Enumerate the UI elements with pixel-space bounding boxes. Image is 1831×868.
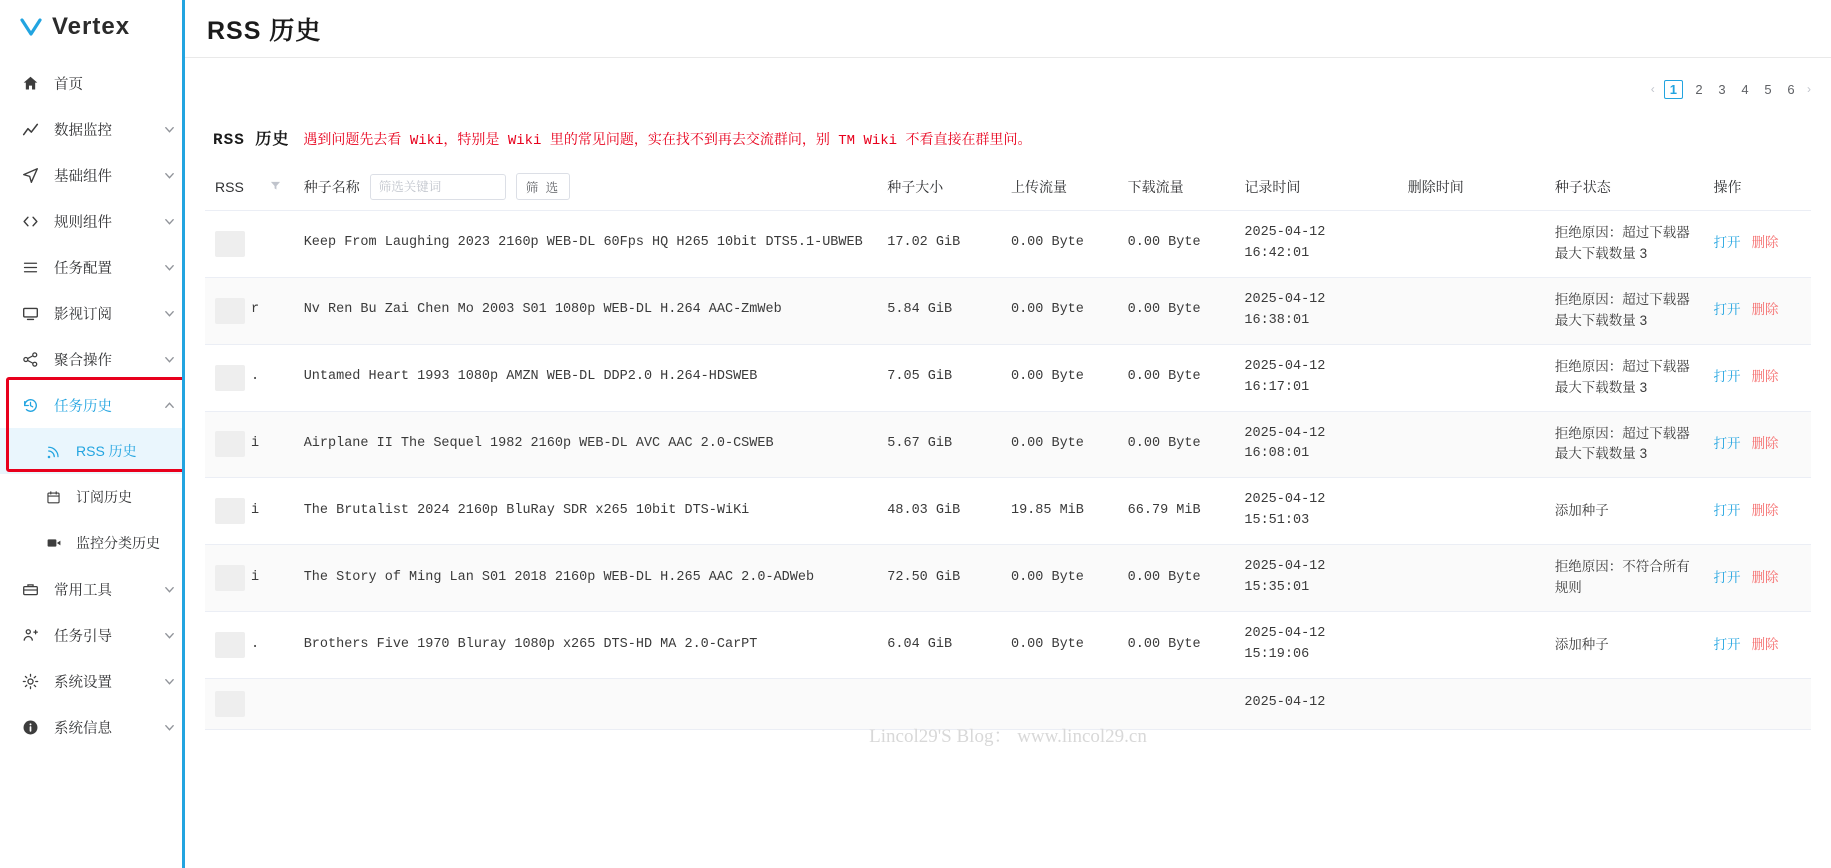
column-header-upload: 上传流量 [1001, 163, 1118, 211]
pagination-page-5[interactable]: 5 [1764, 81, 1772, 97]
sidebar-subitem-subscribe-history[interactable] [0, 474, 182, 520]
sidebar-item-label: 数据监控 [54, 122, 112, 139]
cell-operations [1704, 411, 1811, 478]
cell-record-time: 2025-04-12 15:51:03 [1234, 478, 1397, 545]
sidebar-subitem-monitor-category-history[interactable] [0, 520, 182, 566]
cell-download: 0.00 Byte [1118, 411, 1235, 478]
sidebar-subitem-label: RSS 历史 [76, 443, 137, 459]
pagination-prev[interactable]: ‹ [1650, 82, 1655, 96]
cell-download [1118, 678, 1235, 729]
sidebar-item-label: 影视订阅 [54, 306, 112, 323]
chevron-down-icon[interactable] [156, 354, 182, 365]
cell-operations [1704, 545, 1811, 612]
cell-rss [205, 612, 294, 679]
content-area [185, 58, 1831, 747]
chevron-down-icon[interactable] [156, 216, 182, 227]
delete-button[interactable]: 删除 [1751, 235, 1779, 251]
column-header-size: 种子大小 [877, 163, 1001, 211]
cell-size: 72.50 GiB [877, 545, 1001, 612]
cell-upload: 19.85 MiB [1001, 478, 1118, 545]
pagination[interactable] [1651, 80, 1811, 99]
cell-upload: 0.00 Byte [1001, 344, 1118, 411]
cell-state [1545, 678, 1704, 729]
cell-delete-time [1398, 344, 1545, 411]
home-icon [22, 75, 44, 92]
sidebar-item-basic-components[interactable] [0, 152, 182, 198]
cell-operations [1704, 211, 1811, 278]
cell-upload [1001, 678, 1118, 729]
cell-torrent-name: Brothers Five 1970 Bluray 1080p x265 DTS-HD MA 2.0-CarPT [294, 612, 878, 679]
sidebar-item-data-monitor[interactable] [0, 106, 182, 152]
chevron-down-icon[interactable] [156, 124, 182, 135]
table-row[interactable] [205, 678, 1811, 729]
sidebar-item-aggregate-ops[interactable] [0, 336, 182, 382]
open-button[interactable]: 打开 [1713, 636, 1741, 652]
rss-thumbnail [215, 231, 245, 257]
pagination-page-3[interactable]: 3 [1718, 81, 1726, 97]
cell-state: 拒绝原因：不符合所有规则 [1545, 545, 1704, 612]
table-row[interactable] [205, 411, 1811, 478]
cell-torrent-name: The Brutalist 2024 2160p BluRay SDR x265 10bit DTS-WiKi [294, 478, 878, 545]
sidebar-subitem-rss-history[interactable] [0, 428, 182, 474]
sidebar-item-system-info[interactable] [0, 704, 182, 750]
sidebar-item-label: 规则组件 [54, 214, 112, 231]
chevron-down-icon[interactable] [156, 262, 182, 273]
cell-rss-label: r [251, 302, 260, 318]
cell-download: 0.00 Byte [1118, 545, 1235, 612]
cell-state: 拒绝原因：超过下载器最大下载数量 3 [1545, 411, 1704, 478]
cell-download: 0.00 Byte [1118, 211, 1235, 278]
sidebar-subitem-label: 订阅历史 [76, 489, 132, 505]
calendar-icon [46, 490, 68, 505]
table-head [205, 163, 1811, 211]
sidebar-item-media-subscribe[interactable] [0, 290, 182, 336]
delete-button[interactable]: 删除 [1751, 502, 1779, 518]
cell-upload: 0.00 Byte [1001, 612, 1118, 679]
rss-thumbnail [215, 632, 245, 658]
list-icon [22, 259, 44, 276]
table-body [205, 211, 1811, 730]
cell-record-time: 2025-04-12 16:17:01 [1234, 344, 1397, 411]
cell-delete-time [1398, 545, 1545, 612]
cell-download: 0.00 Byte [1118, 344, 1235, 411]
page-header [185, 0, 1831, 58]
cell-upload: 0.00 Byte [1001, 211, 1118, 278]
chevron-down-icon[interactable] [156, 676, 182, 687]
cell-rss [205, 277, 294, 344]
cell-rss [205, 411, 294, 478]
cell-size: 5.84 GiB [877, 277, 1001, 344]
cell-rss [205, 211, 294, 278]
search-input[interactable] [370, 174, 506, 200]
cell-record-time: 2025-04-12 16:08:01 [1234, 411, 1397, 478]
cell-torrent-name: Nv Ren Bu Zai Chen Mo 2003 S01 1080p WEB-DL H.264 AAC-ZmWeb [294, 277, 878, 344]
cell-torrent-name [294, 678, 878, 729]
sidebar-item-common-tools[interactable] [0, 566, 182, 612]
sidebar-item-label: 基础组件 [54, 168, 112, 185]
pagination-row [205, 58, 1811, 120]
open-button[interactable]: 打开 [1713, 569, 1741, 585]
cell-record-time: 2025-04-12 15:35:01 [1234, 545, 1397, 612]
column-header-download: 下载流量 [1118, 163, 1235, 211]
cell-rss [205, 545, 294, 612]
column-header-state: 种子状态 [1545, 163, 1704, 211]
column-header-torrent-name [294, 163, 878, 211]
chevron-down-icon[interactable] [156, 170, 182, 181]
delete-button[interactable]: 删除 [1751, 302, 1779, 318]
cell-delete-time [1398, 277, 1545, 344]
pagination-next[interactable]: › [1807, 82, 1811, 96]
rss-thumbnail [215, 691, 245, 717]
sidebar-subitem-label: 监控分类历史 [76, 535, 160, 551]
cell-size: 48.03 GiB [877, 478, 1001, 545]
cell-download: 66.79 MiB [1118, 478, 1235, 545]
delete-button[interactable]: 删除 [1751, 369, 1779, 385]
sidebar-menu [0, 54, 182, 750]
column-label-rss: RSS [215, 178, 244, 195]
cell-size [877, 678, 1001, 729]
delete-button[interactable]: 删除 [1751, 569, 1779, 585]
share-icon [22, 351, 44, 368]
column-header-operations: 操作 [1704, 163, 1811, 211]
cell-state: 拒绝原因：超过下载器最大下载数量 3 [1545, 211, 1704, 278]
rss-icon [46, 444, 68, 459]
vertex-check-logo-icon [18, 14, 44, 40]
cell-record-time: 2025-04-12 [1234, 678, 1397, 729]
chart-line-icon [22, 121, 44, 138]
rss-thumbnail [215, 365, 245, 391]
sidebar-item-system-settings[interactable] [0, 658, 182, 704]
cell-delete-time [1398, 612, 1545, 679]
cell-operations [1704, 478, 1811, 545]
cell-state: 添加种子 [1545, 478, 1704, 545]
sidebar-item-rule-components[interactable] [0, 198, 182, 244]
cell-rss-label: . [251, 636, 260, 652]
page-title: RSS 历史 [207, 16, 322, 45]
funnel-icon[interactable] [270, 180, 281, 194]
sidebar-item-label: 系统信息 [54, 720, 112, 737]
column-header-delete-time: 删除时间 [1398, 163, 1545, 211]
sidebar-item-label: 常用工具 [54, 582, 112, 599]
cell-rss-label: i [251, 502, 260, 518]
cell-size: 7.05 GiB [877, 344, 1001, 411]
pagination-page-1[interactable]: 1 [1664, 80, 1683, 99]
sidebar-item-task-history[interactable] [0, 382, 182, 428]
gear-icon [22, 673, 44, 690]
filter-button[interactable]: 筛 选 [516, 173, 570, 200]
table-title: RSS 历史 [213, 131, 290, 149]
cell-operations [1704, 678, 1811, 729]
cell-torrent-name: Airplane II The Sequel 1982 2160p WEB-DL AVC AAC 2.0-CSWEB [294, 411, 878, 478]
delete-button[interactable]: 删除 [1751, 636, 1779, 652]
cell-upload: 0.00 Byte [1001, 411, 1118, 478]
cell-size: 6.04 GiB [877, 612, 1001, 679]
sidebar-item-label: 任务历史 [54, 398, 112, 415]
cell-torrent-name: The Story of Ming Lan S01 2018 2160p WEB-DL H.265 AAC 2.0-ADWeb [294, 545, 878, 612]
table-row[interactable] [205, 545, 1811, 612]
sidebar-item-label: 首页 [54, 76, 83, 93]
info-icon [22, 719, 44, 736]
cell-delete-time [1398, 678, 1545, 729]
open-button[interactable]: 打开 [1713, 302, 1741, 318]
cell-rss-label: i [251, 569, 260, 585]
brand-text: Vertex [52, 13, 131, 40]
cell-upload: 0.00 Byte [1001, 277, 1118, 344]
sidebar-item-label: 任务引导 [54, 628, 112, 645]
cell-rss [205, 478, 294, 545]
rss-thumbnail [215, 498, 245, 524]
open-button[interactable]: 打开 [1713, 235, 1741, 251]
cell-operations [1704, 277, 1811, 344]
table-row[interactable] [205, 612, 1811, 679]
cell-size: 17.02 GiB [877, 211, 1001, 278]
table-row[interactable] [205, 211, 1811, 278]
video-icon [46, 535, 68, 551]
cell-upload: 0.00 Byte [1001, 545, 1118, 612]
rss-thumbnail [215, 298, 245, 324]
open-button[interactable]: 打开 [1713, 369, 1741, 385]
cell-rss-label: . [251, 369, 260, 385]
pagination-page-4[interactable]: 4 [1741, 81, 1749, 97]
cell-delete-time [1398, 211, 1545, 278]
table-notice: 遇到问题先去看 Wiki，特别是 Wiki 里的常见问题，实在找不到再去交流群问，别 TM Wiki 不看直接在群里问。 [303, 133, 1032, 149]
table-row[interactable] [205, 344, 1811, 411]
open-button[interactable]: 打开 [1713, 502, 1741, 518]
cell-operations [1704, 612, 1811, 679]
cell-download: 0.00 Byte [1118, 612, 1235, 679]
sidebar-item-label: 任务配置 [54, 260, 112, 277]
cell-torrent-name: Untamed Heart 1993 1080p AMZN WEB-DL DDP2.0 H.264-HDSWEB [294, 344, 878, 411]
column-label-torrent-name: 种子名称 [303, 178, 360, 195]
cell-state: 拒绝原因：超过下载器最大下载数量 3 [1545, 277, 1704, 344]
sidebar-item-task-config[interactable] [0, 244, 182, 290]
table-caption [205, 120, 1811, 163]
guide-icon [22, 627, 44, 644]
delete-button[interactable]: 删除 [1751, 435, 1779, 451]
cell-record-time: 2025-04-12 16:38:01 [1234, 277, 1397, 344]
cell-record-time: 2025-04-12 16:42:01 [1234, 211, 1397, 278]
cell-record-time: 2025-04-12 15:19:06 [1234, 612, 1397, 679]
table-header-row [205, 163, 1811, 211]
sidebar-item-label: 系统设置 [54, 674, 112, 691]
pagination-page-2[interactable]: 2 [1695, 81, 1703, 97]
table-row[interactable] [205, 277, 1811, 344]
rss-thumbnail [215, 431, 245, 457]
chevron-down-icon[interactable] [156, 722, 182, 733]
cell-download: 0.00 Byte [1118, 277, 1235, 344]
history-icon [22, 397, 44, 414]
sidebar [0, 0, 185, 868]
cell-rss [205, 678, 294, 729]
cell-state: 拒绝原因：超过下载器最大下载数量 3 [1545, 344, 1704, 411]
cell-delete-time [1398, 411, 1545, 478]
sidebar-item-label: 聚合操作 [54, 352, 112, 369]
sidebar-item-home[interactable] [0, 60, 182, 106]
table-row[interactable] [205, 478, 1811, 545]
pagination-page-6[interactable]: 6 [1787, 81, 1795, 97]
chevron-down-icon[interactable] [156, 308, 182, 319]
send-icon [22, 167, 44, 184]
column-header-record-time: 记录时间 [1234, 163, 1397, 211]
cell-rss [205, 344, 294, 411]
cell-torrent-name: Keep From Laughing 2023 2160p WEB-DL 60Fps HQ H265 10bit DTS5.1-UBWEB [294, 211, 878, 278]
cell-state: 添加种子 [1545, 612, 1704, 679]
chevron-up-icon[interactable] [156, 400, 182, 411]
code-icon [22, 213, 44, 230]
main-content [185, 0, 1831, 868]
toolbox-icon [22, 581, 44, 598]
rss-thumbnail [215, 565, 245, 591]
open-button[interactable]: 打开 [1713, 435, 1741, 451]
cell-operations [1704, 344, 1811, 411]
brand[interactable] [0, 0, 182, 54]
cell-rss-label: i [251, 435, 260, 451]
watermark: Lincol29'S Blog： www.lincol29.cn [869, 726, 1147, 747]
cell-delete-time [1398, 478, 1545, 545]
monitor-icon [22, 305, 44, 322]
sidebar-item-task-guide[interactable] [0, 612, 182, 658]
chevron-down-icon[interactable] [156, 584, 182, 595]
rss-history-table [205, 163, 1811, 730]
column-header-rss [205, 163, 294, 211]
cell-size: 5.67 GiB [877, 411, 1001, 478]
chevron-down-icon[interactable] [156, 630, 182, 641]
